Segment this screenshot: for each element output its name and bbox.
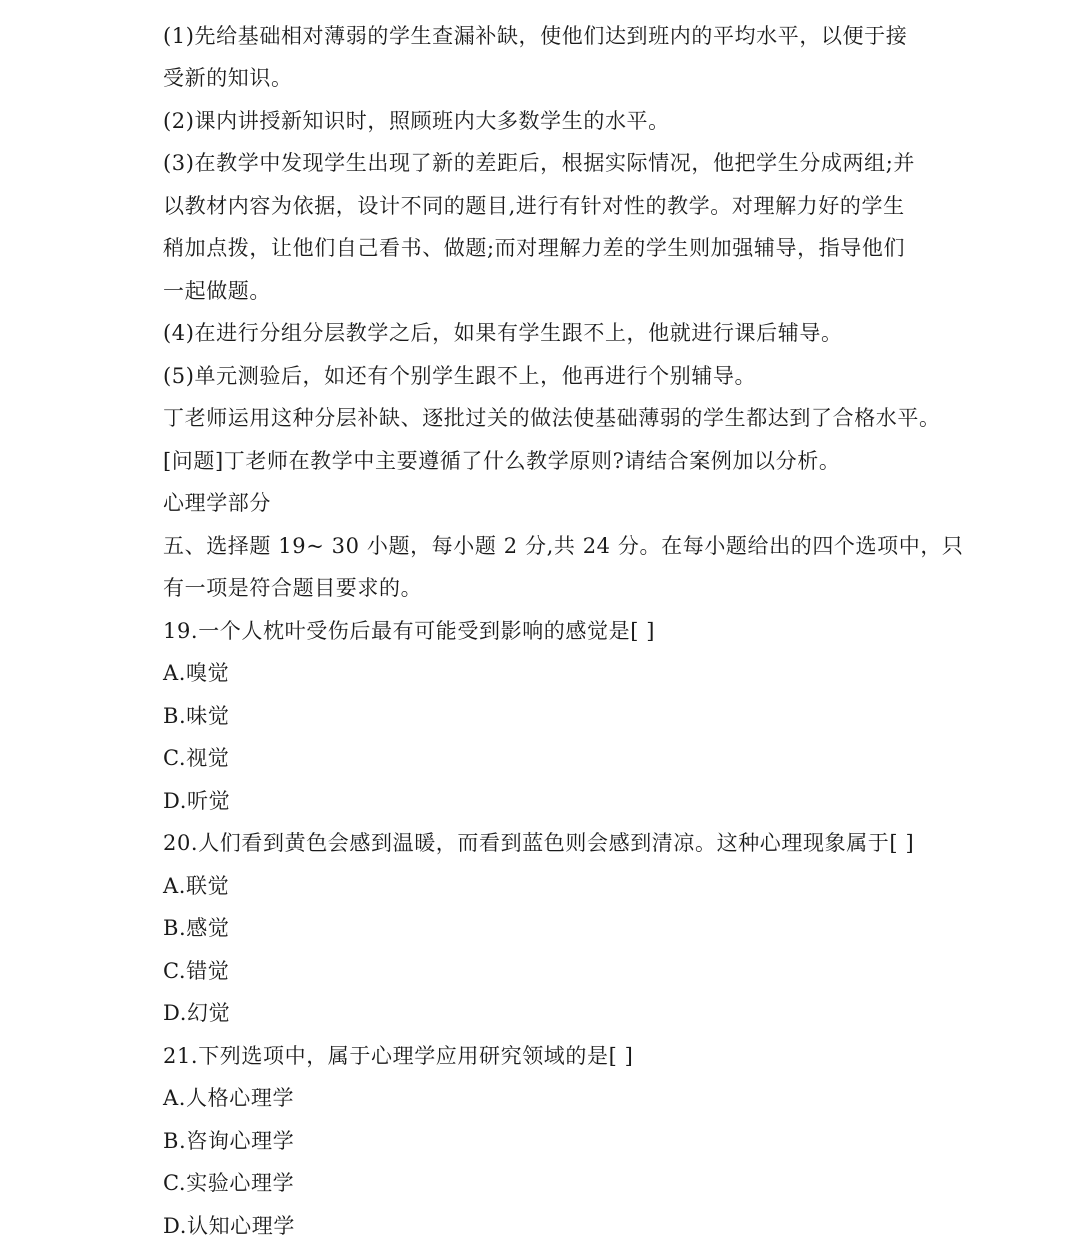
question-19: 19.一个人枕叶受伤后最有可能受到影响的感觉是[ ] [163, 619, 656, 643]
question-19-option-d: D.听觉 [163, 789, 231, 813]
text-line-case-step-3-cont-2: 稍加点拨，让他们自己看书、做题;而对理解力差的学生则加强辅导，指导他们 [163, 236, 906, 260]
question-19-option-c: C.视觉 [163, 746, 230, 770]
text-line-case-step-3: (3)在教学中发现学生出现了新的差距后，根据实际情况，他把学生分成两组;并 [163, 151, 916, 175]
text-line-case-summary: 丁老师运用这种分层补缺、逐批过关的做法使基础薄弱的学生都达到了合格水平。 [163, 406, 941, 430]
text-line-case-step-4: (4)在进行分组分层教学之后，如果有学生跟不上，他就进行课后辅导。 [163, 321, 843, 345]
question-21-option-a: A.人格心理学 [163, 1086, 295, 1110]
text-line-case-step-5: (5)单元测验后，如还有个别学生跟不上，他再进行个别辅导。 [163, 364, 757, 388]
question-21: 21.下列选项中，属于心理学应用研究领域的是[ ] [163, 1044, 634, 1068]
text-line-question: [问题]丁老师在教学中主要遵循了什么教学原则?请结合案例加以分析。 [163, 449, 841, 473]
text-line-case-step-1: (1)先给基础相对薄弱的学生查漏补缺，使他们达到班内的平均水平，以便于接 [163, 24, 908, 48]
question-21-option-b: B.咨询心理学 [163, 1129, 295, 1153]
question-19-option-a: A.嗅觉 [163, 661, 230, 685]
section-instructions: 五、选择题 19~ 30 小题，每小题 2 分,共 24 分。在每小题给出的四个选项中，只 [163, 534, 964, 558]
section-instructions-cont: 有一项是符合题目要求的。 [163, 576, 423, 600]
question-20-option-c: C.错觉 [163, 959, 230, 983]
text-line-case-step-2: (2)课内讲授新知识时，照顾班内大多数学生的水平。 [163, 109, 670, 133]
text-line-case-step-1-cont: 受新的知识。 [163, 66, 293, 90]
question-20-option-a: A.联觉 [163, 874, 230, 898]
question-20-option-b: B.感觉 [163, 916, 230, 940]
text-line-case-step-3-cont-1: 以教材内容为依据，设计不同的题目,进行有针对性的教学。对理解力好的学生 [163, 194, 905, 218]
question-21-option-d: D.认知心理学 [163, 1214, 295, 1238]
question-19-option-b: B.味觉 [163, 704, 230, 728]
question-21-option-c: C.实验心理学 [163, 1171, 295, 1195]
section-heading-psychology: 心理学部分 [163, 491, 271, 515]
question-20: 20.人们看到黄色会感到温暖，而看到蓝色则会感到清凉。这种心理现象属于[ ] [163, 831, 915, 855]
question-20-option-d: D.幻觉 [163, 1001, 231, 1025]
text-line-case-step-3-cont-3: 一起做题。 [163, 279, 271, 303]
